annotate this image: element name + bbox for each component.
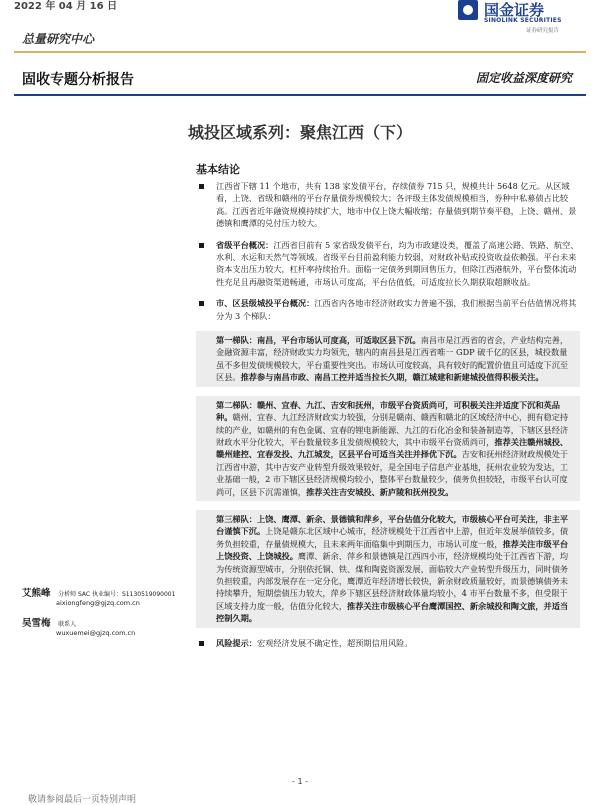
tier-three-block [196, 510, 580, 628]
tier-two-block [196, 396, 580, 501]
tier-three-lead: 第三梯队：上饶、鹰潭、新余、景德镇和萍乡，平台估值分化较大，市级核心平台可关注，非主平台谨慎下沉。 [216, 513, 569, 537]
tier-one-text: 南昌市是江西省的省会，产业结构完善，金融资源丰富，经济财政实力均领先，辖内的南昌县是江西省唯一 GDP 破千亿的区县，城投数量虽不多但发债规模较大，平台重要性突出。市场认可度较高，具有较好的配置价值且可适度下沉至区县。 [216, 335, 569, 383]
report-type: 固收专题分析报告 [22, 72, 134, 88]
department-label: 总量研究中心 [22, 32, 95, 46]
risk-warning [196, 637, 580, 649]
summary-body [196, 180, 580, 649]
tier-two-recommendation-b: 推荐关注吉安城投、新庐陵和抚州投发。 [306, 486, 454, 497]
summary-paragraph-overview [196, 180, 580, 230]
summary-heading: 基本结论 [196, 163, 240, 176]
tier-two-recommendation-a: 推荐关注赣州城投、赣州建控、宜春发投、九江城发，区县平台可适当关注并择优下沉。 [216, 436, 569, 460]
summary-paragraph-city [196, 297, 580, 322]
header-divider [14, 51, 586, 53]
tier-three-recommendation-b: 推荐关注市级核心平台鹰潭国控、新余城投和陶文旅，并适当控制久期。 [216, 600, 569, 624]
contact-email[interactable]: wuxuemei@gjzq.com.cn [56, 629, 136, 637]
city-text: 江西省内各地市经济财政实力普遍不强，我们根据当前平台估值情况将其分为 3 个梯队： [216, 298, 577, 321]
tier-one-recommendation: 推荐参与南昌市政、南昌工控并适当拉长久期，赣江城建和新建城投值得积极关注。 [240, 372, 544, 383]
risk-lead: 风险提示： [216, 637, 257, 648]
logo-mark-icon [458, 0, 478, 20]
tier-two-lead: 第二梯队：赣州、宜春、九江、吉安和抚州，市级平台资质尚可，可积极关注并适度下沉和英品种。 [216, 399, 560, 423]
tier-one-lead: 第一梯队：南昌，平台市场认可度高，可适取区县下沉。 [216, 335, 421, 346]
city-lead: 市、区县级城投平台概况： [216, 298, 315, 309]
header-band [14, 94, 586, 96]
tier-one-block [196, 331, 580, 387]
tier-three-text-b: 鹰潭、新余、萍乡和景德镇是江西四小市，经济规模均处于江西省下游，均为传统资源型城市，分别依托铜、铁、煤和陶瓷资源发展，面临较大产业转型升级压力，同时债务负担较重，内部发展存在一定分化，鹰潭近年经济增长较快，新余财政质量较好，而景德镇债务未持续攀升，短期偿债压力较大，萍乡下辖区县经济财政体量均较小，4 市平台数量不多，但受限于区域支持力度一般，估值分化较大， [216, 551, 569, 611]
provincial-lead: 省级平台概况： [216, 239, 274, 250]
risk-text: 宏观经济发展不确定性，超预期信用风险。 [256, 637, 413, 648]
tier-three-recommendation-a: 推荐关注市级平台上饶投资、上饶城投。 [216, 538, 569, 562]
tier-two-text-b: 吉安和抚州经济财政规模处于江西省中游，其中吉安产业转型升级效果较好，是全国电子信息产业基地，抚州农业较为发达，工业基础一般，2 市下辖区县经济规模均较小，整体平台数量较少，债务负担较轻，市级平台认可度尚可，区县下沉需谨慎， [216, 449, 569, 497]
report-title: 城投区域系列：聚焦江西（下） [187, 123, 412, 142]
company-logo [458, 0, 588, 36]
contact-card [22, 619, 135, 638]
contact-name: 吴雪梅 [22, 618, 51, 629]
analyst-card [22, 589, 175, 608]
provincial-text: 江西省目前有 5 家省级发债平台，均为市政建设类，覆盖了高速公路、铁路、航空、水利、水运和天然气等领域。省级平台目前盈利能力较弱，对财政补贴或投资收益依赖强。平台未来资本支出压力较大，杠杆率持续抬升。面临一定债务到期回售压力，但除江西港航外，平台整体流动性充足且再融资渠道畅通，市场认可度高，平台估值低，可适度拉长久期获取超额收益。 [216, 239, 579, 287]
logo-subtitle: 证券研究报告 [526, 28, 560, 34]
report-date: 2022 年 04 月 16 日 [14, 1, 118, 12]
summary-paragraph-provincial [196, 239, 580, 289]
contact-role: 联系人 [58, 621, 77, 628]
overview-text: 江西省下辖 11 个地市，共有 138 家发债平台，存续债券 715 只，规模共计 5648 亿元。从区域看，上饶、省级和赣州的平台存量债券规模较大；各评级主体发债规模相当，券种中私募债占比较高。江西省近年融资规模持续扩大，地市中仅上饶大幅收缩；存量债到期节奏平稳，上饶、赣州、景德镇和鹰潭的兑付压力较大。 [216, 181, 577, 229]
tier-three-text: 上饶是赣东北区域中心城市，经济规模处于江西省中上游，但近年发展举债较多，债务负担较重，存量债规模大，且未来两年面临集中到期压力，市场认可度一般， [216, 526, 569, 549]
analyst-email[interactable]: aixiongfeng@gjzq.com.cn [56, 599, 140, 607]
logo-english: SINOLINK SECURITIES [484, 17, 562, 24]
analyst-name: 艾熊峰 [22, 588, 51, 599]
report-category: 固定收益深度研究 [475, 71, 572, 85]
logo-chinese: 国金证券 [484, 1, 545, 19]
analyst-role: 分析师 SAC 执业编号：S1130519090001 [58, 591, 176, 598]
disclaimer-note: 敬请参阅最后一页特别声明 [28, 795, 137, 805]
tier-two-text: 赣州、宜春、九江经济财政实力较强，分别是赣南、赣西和赣北的区域经济中心，拥有稳定持续的产业，如赣州的有色金属、宜春的锂电新能源、九江的石化冶金和装备制造等，下辖区县经济财政水平分化较大，平台数量较多且发债规模较大，其中市级平台资质尚可， [216, 412, 569, 447]
page-number: - 1 - [292, 777, 308, 786]
